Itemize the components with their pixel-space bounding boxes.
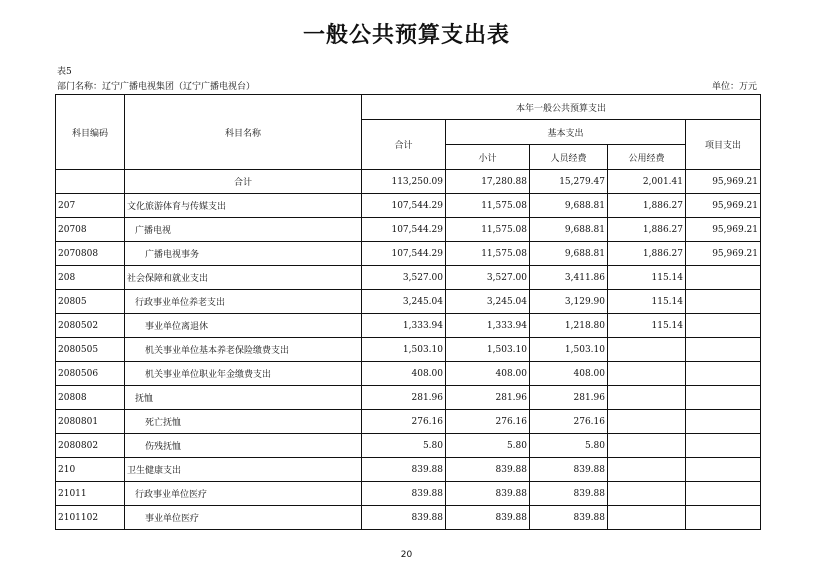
cell-project: 95,969.21 (686, 218, 761, 242)
cell-public: 1,886.27 (608, 194, 686, 218)
cell-name: 抚恤 (125, 386, 362, 410)
cell-project (686, 458, 761, 482)
cell-name: 文化旅游体育与传媒支出 (125, 194, 362, 218)
cell-project (686, 506, 761, 530)
cell-total: 5.80 (362, 434, 446, 458)
cell-public (608, 410, 686, 434)
cell-code: 2080505 (56, 338, 125, 362)
cell-total: 107,544.29 (362, 194, 446, 218)
cell-code: 20808 (56, 386, 125, 410)
table-row (56, 338, 761, 362)
cell-personnel: 15,279.47 (530, 170, 608, 194)
cell-code: 2080502 (56, 314, 125, 338)
cell-total: 839.88 (362, 482, 446, 506)
cell-personnel: 1,218.80 (530, 314, 608, 338)
table-row (56, 266, 761, 290)
cell-project (686, 362, 761, 386)
cell-project: 95,969.21 (686, 194, 761, 218)
cell-total: 839.88 (362, 458, 446, 482)
cell-public (608, 338, 686, 362)
cell-personnel: 281.96 (530, 386, 608, 410)
cell-public: 115.14 (608, 314, 686, 338)
cell-subtotal: 11,575.08 (446, 218, 530, 242)
cell-name: 机关事业单位基本养老保险缴费支出 (125, 338, 362, 362)
cell-personnel: 276.16 (530, 410, 608, 434)
table-row (56, 362, 761, 386)
header-total: 合计 (362, 120, 446, 170)
cell-personnel: 5.80 (530, 434, 608, 458)
cell-code: 210 (56, 458, 125, 482)
cell-personnel: 839.88 (530, 506, 608, 530)
cell-code: 2101102 (56, 506, 125, 530)
cell-subtotal: 3,527.00 (446, 266, 530, 290)
cell-name: 事业单位离退休 (125, 314, 362, 338)
header-project: 项目支出 (686, 120, 761, 170)
cell-total: 839.88 (362, 506, 446, 530)
cell-code (56, 170, 125, 194)
header-code: 科目编码 (56, 95, 125, 170)
cell-name: 合计 (125, 170, 362, 194)
cell-name: 卫生健康支出 (125, 458, 362, 482)
header-basic: 基本支出 (446, 120, 686, 145)
cell-public: 115.14 (608, 290, 686, 314)
cell-personnel: 1,503.10 (530, 338, 608, 362)
cell-total: 107,544.29 (362, 218, 446, 242)
cell-project (686, 482, 761, 506)
cell-personnel: 839.88 (530, 458, 608, 482)
cell-subtotal: 11,575.08 (446, 242, 530, 266)
cell-code: 208 (56, 266, 125, 290)
cell-code: 2080802 (56, 434, 125, 458)
unit-label: 单位：万元 (711, 82, 757, 92)
cell-personnel: 9,688.81 (530, 194, 608, 218)
cell-public: 2,001.41 (608, 170, 686, 194)
cell-code: 20805 (56, 290, 125, 314)
cell-name: 行政事业单位医疗 (125, 482, 362, 506)
cell-subtotal: 281.96 (446, 386, 530, 410)
cell-project: 95,969.21 (686, 170, 761, 194)
cell-subtotal: 3,245.04 (446, 290, 530, 314)
cell-public (608, 434, 686, 458)
cell-personnel: 3,411.86 (530, 266, 608, 290)
header-current-year: 本年一般公共预算支出 (362, 95, 761, 120)
table-label: 表5 (57, 67, 72, 77)
cell-subtotal: 17,280.88 (446, 170, 530, 194)
cell-name: 机关事业单位职业年金缴费支出 (125, 362, 362, 386)
table-row (56, 458, 761, 482)
cell-personnel: 839.88 (530, 482, 608, 506)
cell-project (686, 410, 761, 434)
table-row (56, 482, 761, 506)
cell-project (686, 386, 761, 410)
cell-project (686, 314, 761, 338)
cell-subtotal: 1,333.94 (446, 314, 530, 338)
cell-project (686, 266, 761, 290)
table-row (56, 314, 761, 338)
department-name: 部门名称：辽宁广播电视集团（辽宁广播电视台） (57, 82, 256, 92)
cell-name: 伤残抚恤 (125, 434, 362, 458)
cell-code: 2070808 (56, 242, 125, 266)
table-row (56, 242, 761, 266)
header-public: 公用经费 (608, 145, 686, 170)
cell-project (686, 434, 761, 458)
cell-project (686, 290, 761, 314)
table-row (56, 410, 761, 434)
cell-name: 事业单位医疗 (125, 506, 362, 530)
cell-public: 115.14 (608, 266, 686, 290)
budget-table (55, 94, 761, 530)
cell-public (608, 506, 686, 530)
cell-personnel: 9,688.81 (530, 242, 608, 266)
cell-subtotal: 839.88 (446, 458, 530, 482)
cell-subtotal: 408.00 (446, 362, 530, 386)
cell-subtotal: 839.88 (446, 506, 530, 530)
cell-code: 21011 (56, 482, 125, 506)
cell-total: 1,333.94 (362, 314, 446, 338)
cell-public (608, 482, 686, 506)
cell-subtotal: 5.80 (446, 434, 530, 458)
table-row (56, 290, 761, 314)
cell-public: 1,886.27 (608, 218, 686, 242)
cell-project (686, 338, 761, 362)
cell-subtotal: 839.88 (446, 482, 530, 506)
table-row (56, 170, 761, 194)
table-row (56, 506, 761, 530)
table-row (56, 434, 761, 458)
cell-total: 107,544.29 (362, 242, 446, 266)
cell-name: 行政事业单位养老支出 (125, 290, 362, 314)
page-number: 20 (400, 550, 413, 560)
cell-public (608, 386, 686, 410)
cell-public: 1,886.27 (608, 242, 686, 266)
header-personnel: 人员经费 (530, 145, 608, 170)
cell-personnel: 408.00 (530, 362, 608, 386)
cell-total: 408.00 (362, 362, 446, 386)
cell-personnel: 9,688.81 (530, 218, 608, 242)
cell-total: 281.96 (362, 386, 446, 410)
cell-subtotal: 276.16 (446, 410, 530, 434)
cell-code: 2080506 (56, 362, 125, 386)
cell-personnel: 3,129.90 (530, 290, 608, 314)
cell-total: 113,250.09 (362, 170, 446, 194)
cell-total: 1,503.10 (362, 338, 446, 362)
cell-total: 3,245.04 (362, 290, 446, 314)
cell-public (608, 458, 686, 482)
cell-name: 死亡抚恤 (125, 410, 362, 434)
cell-public (608, 362, 686, 386)
cell-name: 社会保障和就业支出 (125, 266, 362, 290)
cell-subtotal: 1,503.10 (446, 338, 530, 362)
page-title: 一般公共预算支出表 (302, 23, 510, 48)
table-row (56, 218, 761, 242)
cell-code: 2080801 (56, 410, 125, 434)
header-name: 科目名称 (125, 95, 362, 170)
cell-name: 广播电视事务 (125, 242, 362, 266)
cell-code: 20708 (56, 218, 125, 242)
table-row (56, 194, 761, 218)
header-subtotal: 小计 (446, 145, 530, 170)
cell-name: 广播电视 (125, 218, 362, 242)
cell-total: 276.16 (362, 410, 446, 434)
cell-project: 95,969.21 (686, 242, 761, 266)
cell-code: 207 (56, 194, 125, 218)
table-row (56, 386, 761, 410)
cell-subtotal: 11,575.08 (446, 194, 530, 218)
cell-total: 3,527.00 (362, 266, 446, 290)
